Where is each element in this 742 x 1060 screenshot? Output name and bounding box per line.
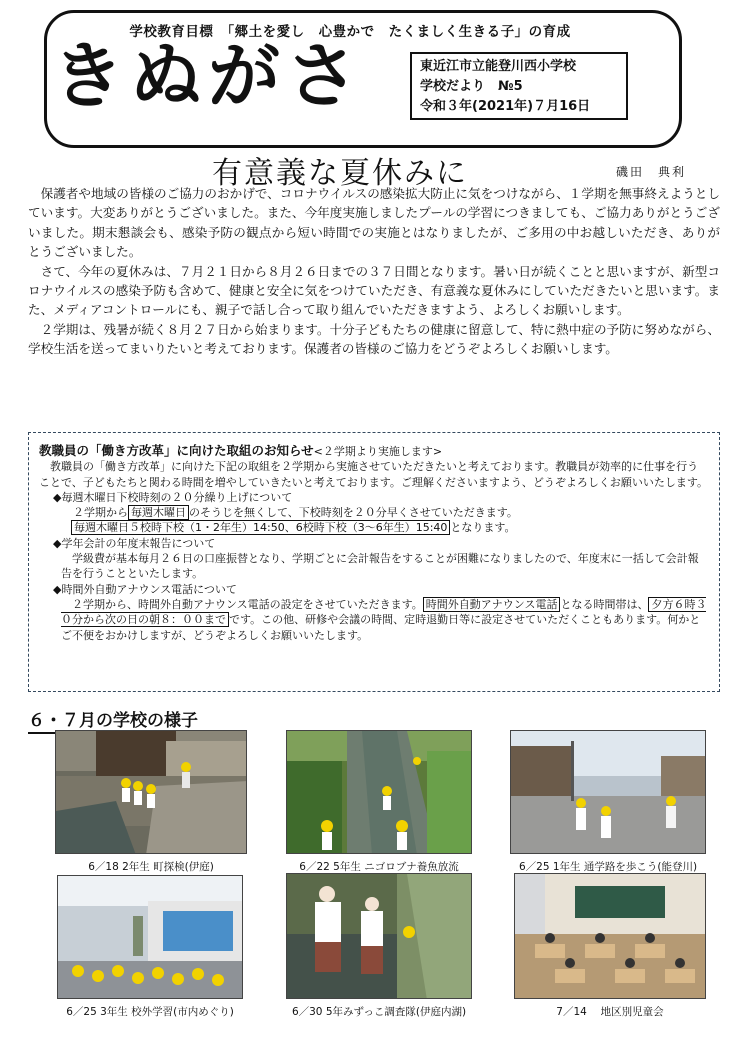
photo-fish-release bbox=[286, 730, 472, 854]
notice-item-text: ２学期から、時間外自動アナウンス電話の設定をさせていただきます。 時間外自動アナウンス電話 となる時間帯は、 夕方６時３０分から次の日の朝８：００まで です。この他、研修や会議の時間、定時退勤日等に設定させていただくこともあります。何かとご不便をおかけしますが、どうぞよろしくお願いいたします。 bbox=[61, 597, 707, 642]
photo-caption: 6／30 5年みずっこ調査隊(伊庭内湖) bbox=[291, 1006, 467, 1018]
article-headline: 有意義な夏休みに bbox=[212, 156, 468, 191]
highlight-box: 毎週木曜日 bbox=[128, 505, 189, 520]
notice-item-text: ２学期から 毎週木曜日 のそうじを無くして、下校時刻を２０分早くさせていただきます。 bbox=[73, 506, 518, 520]
school-motto: 学校教育目標 「郷土を愛し 心豊かで たくましく生きる子」の育成 bbox=[129, 24, 571, 40]
gallery-heading: ６・７月の学校の様子 bbox=[28, 706, 198, 731]
photo-caption: 7／14 地区別児童会 bbox=[556, 1006, 664, 1018]
issue-number: 学校だより №5 bbox=[420, 79, 523, 94]
photo-caption: 6／22 5年生 ニゴロブナ養魚放流 bbox=[299, 861, 459, 873]
issue-info-box bbox=[410, 52, 628, 120]
highlight-box: 時間外自動アナウンス電話 bbox=[423, 597, 561, 612]
notice-item-text: 学級費が基本毎月２６日の口座振替となり、学期ごとに会計報告をすることが困難になりましたので、年度末に一括して会計報告を行うことといたします。 bbox=[61, 552, 699, 581]
school-name: 東近江市立能登川西小学校 bbox=[420, 59, 577, 74]
highlight-box: 夕方６時３０分から次の日の朝８：００まで bbox=[61, 597, 707, 627]
photo-caption: 6／25 3年生 校外学習(市内めぐり) bbox=[66, 1006, 234, 1018]
photo-field-trip bbox=[57, 875, 243, 999]
highlight-box: 毎週木曜日５校時下校（1・2年生）14:50、6校時下校（3〜6年生）15:40 bbox=[71, 520, 450, 535]
photo-town-exploration bbox=[55, 730, 247, 854]
article-author: 磯田 典利 bbox=[616, 165, 687, 179]
notice-item-title: ◆毎週木曜日下校時刻の２０分繰り上げについて bbox=[53, 490, 293, 504]
photo-classroom bbox=[514, 873, 706, 999]
article-paragraph: さて、今年の夏休みは、７月２１日から８月２６日までの３７日間となります。暑い日が続くことと思いますが、新型コロナウイルスの感染予防も含めて、健康と安全に気をつけていただき、有意義な夏休みにしていただきたいと思います。また、メディアコントロールにも、親子で話し合って取り組んでいただきますよう、よろしくお願いします。 bbox=[28, 263, 720, 318]
photo-school-route bbox=[510, 730, 706, 854]
photo-lake-survey bbox=[286, 873, 472, 999]
article-body bbox=[28, 184, 720, 359]
photo-caption: 6／25 1年生 通学路を歩こう(能登川) bbox=[518, 861, 698, 873]
notice-item-title: ◆時間外自動アナウンス電話について bbox=[53, 582, 237, 596]
photo-caption: 6／18 2年生 町探検(伊庭) bbox=[88, 861, 214, 873]
work-reform-notice bbox=[28, 432, 720, 692]
notice-title: 教職員の「働き方改革」に向けた取組のお知らせ<２学期より実施します> bbox=[39, 443, 443, 458]
article-paragraph: ２学期は、残暑が続く８月２７日から始まります。十分子どもたちの健康に留意して、特に熱中症の予防に努めながら、学校生活を送ってまいりたいと考えております。保護者の皆様のご協力をどうぞよろしくお願いします。 bbox=[28, 321, 720, 357]
notice-item-title: ◆学年会計の年度末報告について bbox=[53, 536, 216, 550]
issue-date: 令和３年(2021年)７月16日 bbox=[420, 99, 591, 114]
newsletter-title: きぬがさ bbox=[52, 34, 365, 118]
article-paragraph: 保護者や地域の皆様のご協力のおかげで、コロナウイルスの感染拡大防止に気をつけながら、１学期を無事終えようとしています。大変ありがとうございました。また、今年度実施しましたプールの学習につきましても、ご協力ありがとうございました。期末懇談会も、感染予防の観点から短い時間での実施とはなりましたが、ご多用の中お越しいただき、ありがとうございました。 bbox=[28, 186, 720, 260]
notice-item-text: 毎週木曜日５校時下校（1・2年生）14:50、6校時下校（3〜6年生）15:40 となります。 bbox=[39, 520, 709, 535]
notice-intro: 教職員の「働き方改革」に向けた下記の取組を２学期から実施させていただきたいと考えております。教職員が効率的に仕事を行うことで、子どもたちと関わる時間を増やしていきたいと考えております。ご理解くださいますよう、どうぞよろしくお願いいたします。 bbox=[39, 460, 709, 489]
notice-title-sub: <２学期より実施します> bbox=[313, 445, 443, 458]
